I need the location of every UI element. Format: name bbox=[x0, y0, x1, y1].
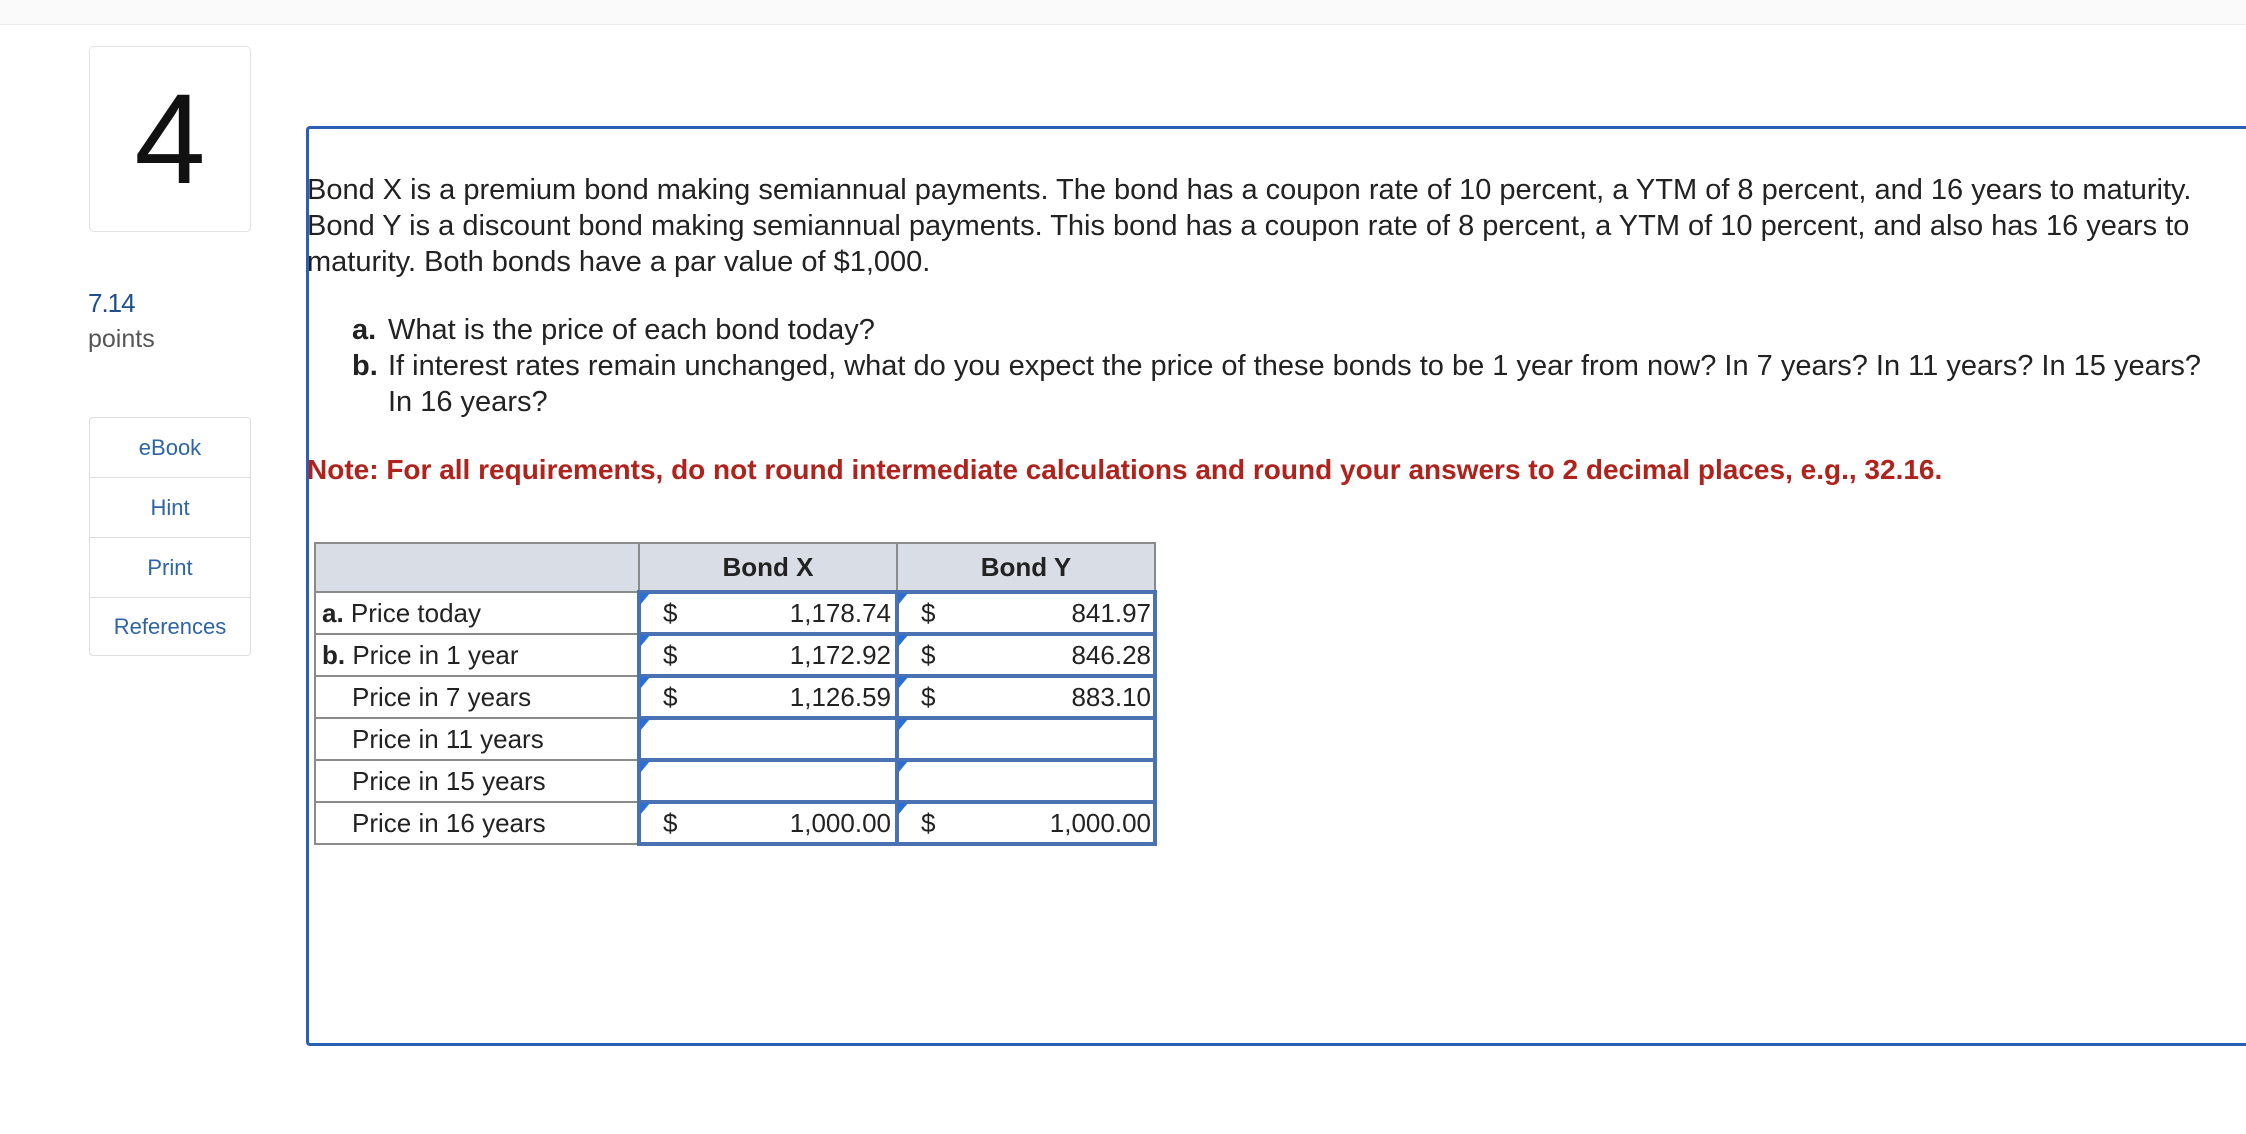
currency-symbol: $ bbox=[921, 807, 936, 838]
input-value: 883.10 bbox=[1071, 681, 1151, 712]
row-prefix: b. bbox=[322, 639, 346, 670]
currency-symbol: $ bbox=[663, 807, 678, 838]
input-value: 1,126.59 bbox=[789, 681, 891, 712]
input-value: 846.28 bbox=[1071, 639, 1151, 670]
points-value: 7.14 bbox=[88, 288, 135, 318]
row-label-text: Price in 1 year bbox=[352, 639, 519, 670]
flag-icon bbox=[640, 803, 650, 815]
bond-x-input[interactable] bbox=[639, 802, 897, 844]
table-row bbox=[315, 592, 1155, 634]
top-bar bbox=[0, 0, 2246, 25]
row-label bbox=[315, 634, 639, 676]
part-label: b. bbox=[352, 350, 378, 382]
currency-symbol: $ bbox=[663, 597, 678, 628]
bond-x-input[interactable] bbox=[639, 634, 897, 676]
row-label-text: Price in 16 years bbox=[352, 807, 546, 838]
bond-y-input[interactable] bbox=[897, 718, 1155, 760]
currency-symbol: $ bbox=[663, 681, 678, 712]
references-link[interactable]: References bbox=[113, 613, 227, 639]
flag-icon bbox=[898, 635, 908, 647]
hint-link[interactable]: Hint bbox=[90, 478, 250, 538]
bond-x-input[interactable] bbox=[639, 676, 897, 718]
input-value: 1,000.00 bbox=[789, 807, 891, 838]
table-header-row bbox=[315, 543, 1155, 592]
flag-icon bbox=[640, 677, 650, 689]
bond-y-input[interactable] bbox=[897, 676, 1155, 718]
tools-menu bbox=[89, 417, 251, 656]
problem-intro: Bond X is a premium bond making semiannual payments. The bond has a coupon rate of 10 percent, a YTM of 8 percent, and 16 years to maturity. Bond Y is a discount bond making semiannual payments. This bond has a coupon rate of 8 percent, a YTM of 10 percent, and also has 16 years to maturity. Both bonds have a par value of $1,000. bbox=[307, 174, 2192, 278]
row-label bbox=[315, 718, 639, 760]
input-value: 1,172.92 bbox=[789, 639, 891, 670]
flag-icon bbox=[898, 593, 908, 605]
rounding-note: Note: For all requirements, do not round intermediate calculations and round your answers to 2 decimal places, e.g., 32.16. bbox=[307, 454, 1943, 485]
header-bond-y: Bond Y bbox=[897, 543, 1155, 592]
part-text: If interest rates remain unchanged, what do you expect the price of these bonds to be 1 year from now? In 7 years? In 11 years? In 15 years? In 16 years? bbox=[388, 350, 2202, 418]
flag-icon bbox=[640, 761, 650, 773]
bond-x-input[interactable] bbox=[639, 718, 897, 760]
question-number: 4 bbox=[89, 46, 251, 232]
table-row bbox=[315, 718, 1155, 760]
answer-table bbox=[314, 542, 1157, 846]
input-value: 841.97 bbox=[1071, 597, 1151, 628]
flag-icon bbox=[898, 719, 908, 731]
currency-symbol: $ bbox=[921, 681, 936, 712]
bond-x-input[interactable] bbox=[639, 760, 897, 802]
input-value: 1,000.00 bbox=[1049, 807, 1151, 838]
flag-icon bbox=[640, 635, 650, 647]
flag-icon bbox=[898, 803, 908, 815]
table-row bbox=[315, 634, 1155, 676]
part-text: What is the price of each bond today? bbox=[388, 314, 875, 346]
flag-icon bbox=[898, 761, 908, 773]
currency-symbol: $ bbox=[663, 639, 678, 670]
table-row bbox=[315, 676, 1155, 718]
header-blank bbox=[315, 543, 639, 592]
row-label-text: Price in 11 years bbox=[352, 723, 544, 754]
flag-icon bbox=[640, 719, 650, 731]
flag-icon bbox=[640, 593, 650, 605]
question-parts bbox=[352, 312, 2212, 420]
row-label-text: Price in 15 years bbox=[352, 765, 546, 796]
points-label: points bbox=[88, 325, 155, 353]
part-label: a. bbox=[352, 314, 377, 346]
header-bond-x: Bond X bbox=[639, 543, 897, 592]
print-link[interactable]: Print bbox=[90, 538, 250, 598]
part-a bbox=[352, 312, 2212, 348]
row-label bbox=[315, 802, 639, 844]
bond-x-input[interactable] bbox=[639, 592, 897, 634]
row-label-text: Price today bbox=[350, 597, 481, 628]
row-label bbox=[315, 592, 639, 634]
currency-symbol: $ bbox=[921, 597, 936, 628]
bond-y-input[interactable] bbox=[897, 592, 1155, 634]
row-label bbox=[315, 760, 639, 802]
input-value: 1,178.74 bbox=[789, 597, 891, 628]
currency-symbol: $ bbox=[921, 639, 936, 670]
table-row bbox=[315, 760, 1155, 802]
part-b bbox=[352, 348, 2212, 420]
flag-icon bbox=[898, 677, 908, 689]
bond-y-input[interactable] bbox=[897, 802, 1155, 844]
row-label bbox=[315, 676, 639, 718]
bond-y-input[interactable] bbox=[897, 760, 1155, 802]
row-label-text: Price in 7 years bbox=[352, 681, 532, 712]
bond-y-input[interactable] bbox=[897, 634, 1155, 676]
ebook-link[interactable]: eBook bbox=[90, 418, 250, 478]
row-prefix: a. bbox=[322, 597, 344, 628]
table-row bbox=[315, 802, 1155, 844]
